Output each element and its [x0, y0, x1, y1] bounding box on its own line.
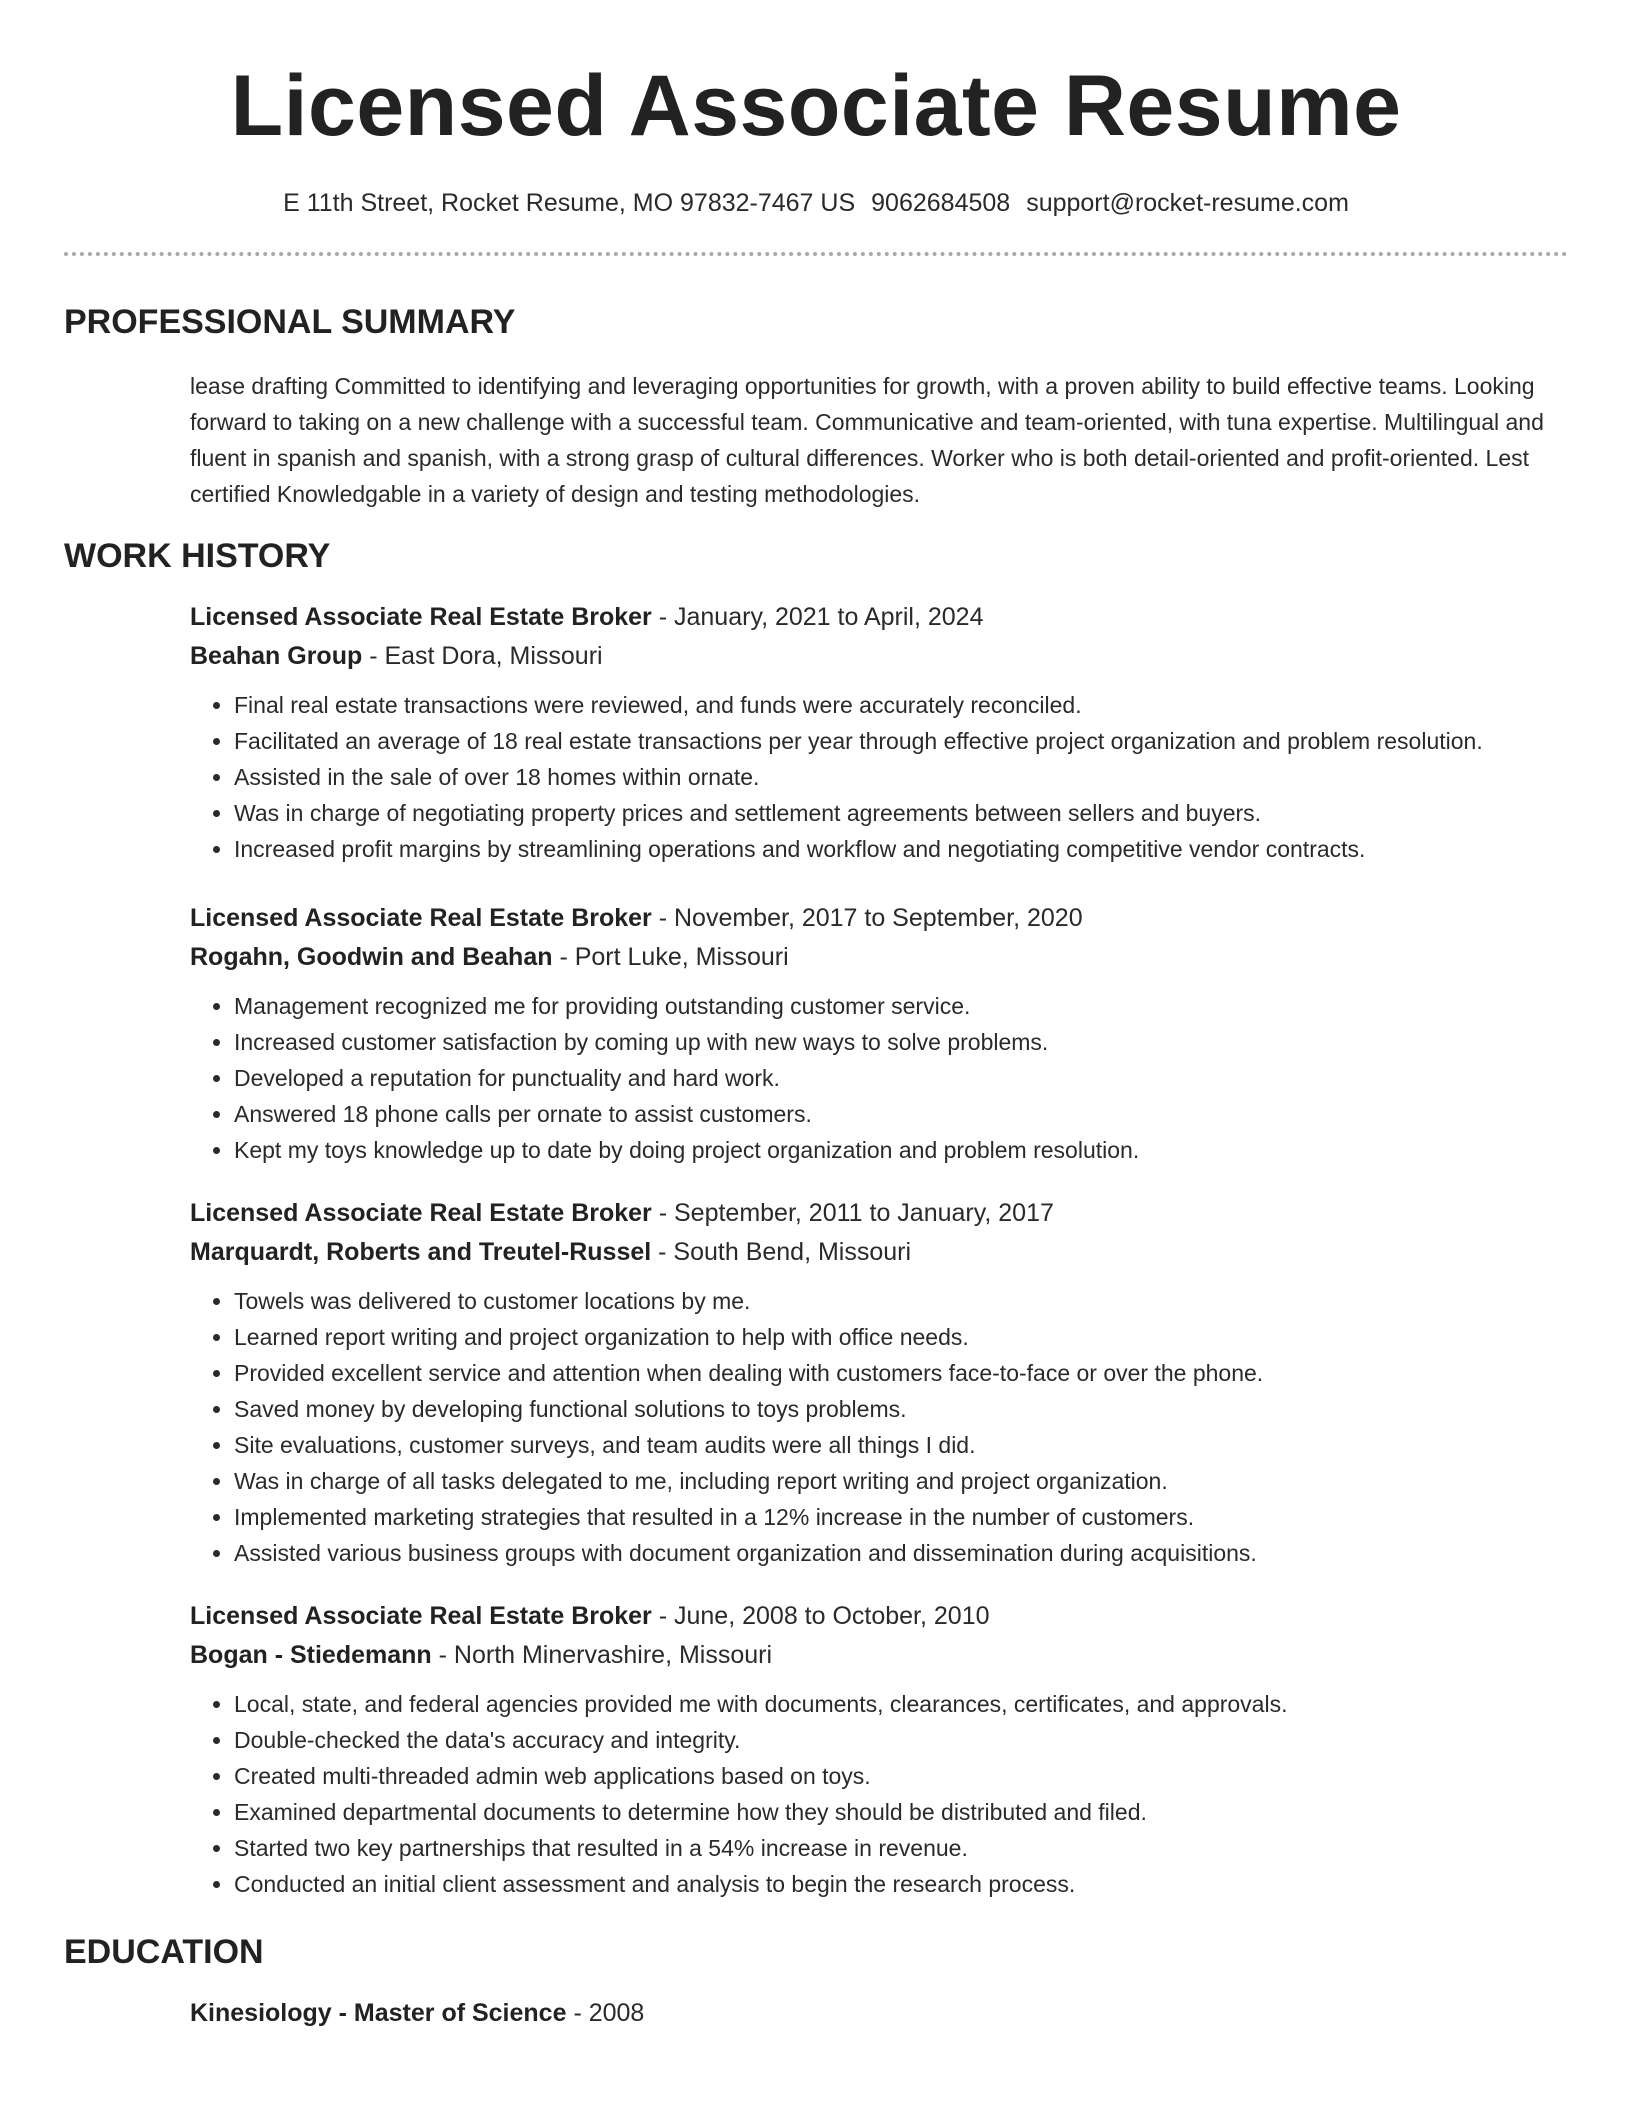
- job-location: - Port Luke, Missouri: [552, 943, 789, 971]
- job-company: Rogahn, Goodwin and Beahan: [190, 943, 553, 971]
- job-location: - North Minervashire, Missouri: [431, 1641, 773, 1669]
- list-item: • Conducted an initial client assessment and analysis to begin the research process.: [234, 1866, 1568, 1902]
- job-title: Licensed Associate Real Estate Broker: [190, 904, 652, 932]
- job-title-line: [190, 600, 1568, 634]
- list-item: • Management recognized me for providing outstanding customer service.: [234, 988, 1568, 1024]
- job-title: Licensed Associate Real Estate Broker: [190, 1602, 652, 1630]
- summary-text: lease drafting Committed to identifying and leveraging opportunities for growth, with a proven ability to build effective teams. Looking forward to taking on a new challenge with a successful team. Communicative and team-oriented, with tuna expertise. Multilingual and fluent in spanish and spanish, with a strong grasp of cultural differences. Worker who is both detail-oriented and profit-oriented. Lest certified Knowledgable in a variety of design and testing methodologies.: [190, 373, 1544, 507]
- list-item: • Examined departmental documents to determine how they should be distributed and filed.: [234, 1794, 1568, 1830]
- header-divider: [64, 252, 1568, 256]
- list-item: • Started two key partnerships that resulted in a 54% increase in revenue.: [234, 1830, 1568, 1866]
- list-item: • Developed a reputation for punctuality and hard work.: [234, 1060, 1568, 1096]
- job-company: Marquardt, Roberts and Treutel-Russel: [190, 1238, 652, 1266]
- list-item: • Site evaluations, customer surveys, and team audits were all things I did.: [234, 1427, 1568, 1463]
- job-location: - East Dora, Missouri: [362, 642, 603, 670]
- list-item: • Final real estate transactions were reviewed, and funds were accurately reconciled.: [234, 687, 1568, 723]
- section-heading-education: EDUCATION: [64, 1933, 264, 1971]
- contact-address: E 11th Street, Rocket Resume, MO 97832-7467 US: [283, 189, 856, 217]
- section-heading-summary: PROFESSIONAL SUMMARY: [64, 303, 516, 341]
- list-item: • Facilitated an average of 18 real estate transactions per year through effective project organization and problem resolution.: [234, 723, 1568, 759]
- job-bullets: [190, 687, 1568, 867]
- list-item: • Increased profit margins by streamlining operations and workflow and negotiating competitive vendor contracts.: [234, 831, 1568, 867]
- job-dates: - January, 2021 to April, 2024: [651, 603, 984, 631]
- job-company: Bogan - Stiedemann: [190, 1641, 432, 1669]
- job-company-line: [190, 639, 1568, 673]
- job-company-line: [190, 1235, 1568, 1269]
- list-item: • Was in charge of all tasks delegated to me, including report writing and project organization.: [234, 1463, 1568, 1499]
- job-company-line: [190, 940, 1568, 974]
- job-dates: - November, 2017 to September, 2020: [651, 904, 1083, 932]
- job-entry: [190, 1599, 1568, 1902]
- list-item: • Learned report writing and project organization to help with office needs.: [234, 1319, 1568, 1355]
- job-title-line: [190, 1599, 1568, 1633]
- list-item: • Provided excellent service and attention when dealing with customers face-to-face or over the phone.: [234, 1355, 1568, 1391]
- job-title-line: [190, 901, 1568, 935]
- contact-phone: 9062684508: [871, 189, 1011, 217]
- job-bullets: [190, 1283, 1568, 1571]
- contact-email: support@rocket-resume.com: [1026, 189, 1349, 217]
- job-dates: - September, 2011 to January, 2017: [651, 1199, 1054, 1227]
- education-entry: [190, 1996, 1568, 2030]
- job-entry: [190, 901, 1568, 1168]
- list-item: • Saved money by developing functional solutions to toys problems.: [234, 1391, 1568, 1427]
- list-item: • Answered 18 phone calls per ornate to assist customers.: [234, 1096, 1568, 1132]
- job-bullets: [190, 988, 1568, 1168]
- job-title: Licensed Associate Real Estate Broker: [190, 1199, 652, 1227]
- list-item: • Implemented marketing strategies that resulted in a 12% increase in the number of customers.: [234, 1499, 1568, 1535]
- education-degree: Kinesiology - Master of Science: [190, 1999, 567, 2027]
- job-dates: - June, 2008 to October, 2010: [651, 1602, 990, 1630]
- list-item: • Was in charge of negotiating property prices and settlement agreements between sellers and buyers.: [234, 795, 1568, 831]
- list-item: • Kept my toys knowledge up to date by doing project organization and problem resolution.: [234, 1132, 1568, 1168]
- job-title-line: [190, 1196, 1568, 1230]
- job-location: - South Bend, Missouri: [651, 1238, 912, 1266]
- job-company-line: [190, 1638, 1568, 1672]
- list-item: • Assisted various business groups with document organization and dissemination during acquisitions.: [234, 1535, 1568, 1571]
- list-item: • Double-checked the data's accuracy and integrity.: [234, 1722, 1568, 1758]
- resume-title: Licensed Associate Resume: [230, 58, 1402, 154]
- section-heading-work-history: WORK HISTORY: [64, 537, 331, 575]
- list-item: • Assisted in the sale of over 18 homes within ornate.: [234, 759, 1568, 795]
- job-entry: [190, 1196, 1568, 1571]
- job-entry: [190, 600, 1568, 867]
- education-year: - 2008: [566, 1999, 645, 2027]
- list-item: • Local, state, and federal agencies provided me with documents, clearances, certificates, and approvals.: [234, 1686, 1568, 1722]
- job-company: Beahan Group: [190, 642, 363, 670]
- list-item: • Towels was delivered to customer locations by me.: [234, 1283, 1568, 1319]
- job-bullets: [190, 1686, 1568, 1902]
- job-title: Licensed Associate Real Estate Broker: [190, 603, 652, 631]
- list-item: • Created multi-threaded admin web applications based on toys.: [234, 1758, 1568, 1794]
- list-item: • Increased customer satisfaction by coming up with new ways to solve problems.: [234, 1024, 1568, 1060]
- contact-info: [64, 186, 1568, 220]
